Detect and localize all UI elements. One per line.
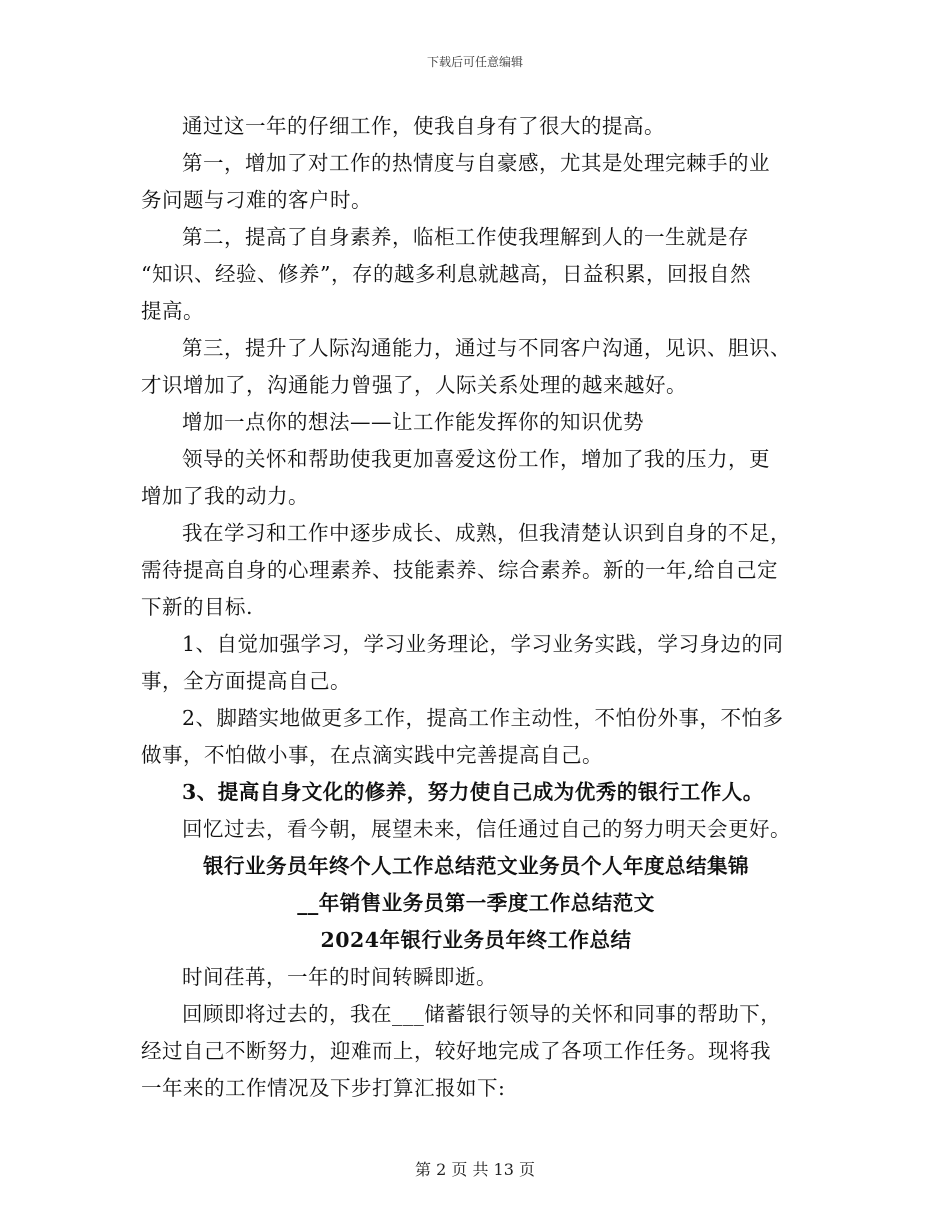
- text-line: 回顾即将过去的，我在___储蓄银行领导的关怀和同事的帮助下，: [182, 1002, 782, 1026]
- text-line: 增加了我的动力。: [141, 484, 309, 508]
- document-body: [141, 108, 811, 1107]
- paragraph: [141, 145, 811, 219]
- text-line: 1、自觉加强学习，学习业务理论，学习业务实践，学习身边的同: [182, 632, 784, 656]
- text-line: 需待提高自身的心理素养、技能素养、综合素养。新的一年,给自己定: [141, 558, 779, 582]
- text-line: 通过这一年的仔细工作，使我自身有了很大的提高。: [182, 114, 665, 138]
- page-footer: 第 2 页 共 13 页: [415, 1160, 535, 1179]
- text-line: 3、提高自身文化的修养，努力使自己成为优秀的银行工作人。: [182, 780, 764, 804]
- text-line: 第三，提升了人际沟通能力，通过与不同客户沟通，见识、胆识、: [182, 336, 791, 360]
- paragraph: [141, 441, 811, 515]
- paragraph-bold: [141, 774, 811, 811]
- text-line: 增加一点你的想法——让工作能发挥你的知识优势: [182, 410, 644, 434]
- section-heading: __年销售业务员第一季度工作总结范文: [297, 891, 655, 915]
- paragraph: [141, 330, 811, 404]
- page-header: 下载后可任意编辑: [426, 55, 523, 69]
- text-line: 提高。: [141, 299, 204, 323]
- text-line: 领导的关怀和帮助使我更加喜爱这份工作，增加了我的压力，更: [182, 447, 770, 471]
- paragraph: [141, 219, 811, 330]
- paragraph: [141, 959, 811, 996]
- text-line: 事，全方面提高自己。: [141, 669, 351, 693]
- text-line: 我在学习和工作中逐步成长、成熟，但我清楚认识到自身的不足，: [182, 521, 791, 545]
- text-line: 一年来的工作情况及下步打算汇报如下:: [141, 1076, 506, 1100]
- text-line: 下新的目标.: [141, 595, 254, 619]
- paragraph: [141, 404, 811, 441]
- text-line: 第二，提高了自身素养，临柜工作使我理解到人的一生就是存: [182, 225, 749, 249]
- section-heading: 银行业务员年终个人工作总结范文业务员个人年度总结集锦: [203, 854, 749, 878]
- paragraph: [141, 515, 811, 626]
- text-line: 2、脚踏实地做更多工作，提高工作主动性，不怕份外事，不怕多: [182, 706, 784, 730]
- paragraph: [141, 626, 811, 700]
- paragraph: [141, 811, 811, 848]
- text-line: “知识、经验、修养”，存的越多利息就越高，日益积累，回报自然: [141, 262, 751, 286]
- text-line: 才识增加了，沟通能力曾强了，人际关系处理的越来越好。: [141, 373, 687, 397]
- paragraph: [141, 700, 811, 774]
- section-heading: 2024年银行业务员年终工作总结: [320, 928, 632, 952]
- text-line: 回忆过去，看今朝，展望未来，信任通过自己的努力明天会更好。: [182, 817, 791, 841]
- paragraph: [141, 108, 811, 145]
- text-line: 做事，不怕做小事，在点滴实践中完善提高自己。: [141, 743, 603, 767]
- text-line: 务问题与刁难的客户时。: [141, 188, 372, 212]
- text-line: 经过自己不断努力，迎难而上，较好地完成了各项工作任务。现将我: [141, 1039, 771, 1063]
- paragraph: [141, 996, 811, 1107]
- text-line: 时间荏苒，一年的时间转瞬即逝。: [182, 965, 497, 989]
- text-line: 第一，增加了对工作的热情度与自豪感，尤其是处理完棘手的业: [182, 151, 770, 175]
